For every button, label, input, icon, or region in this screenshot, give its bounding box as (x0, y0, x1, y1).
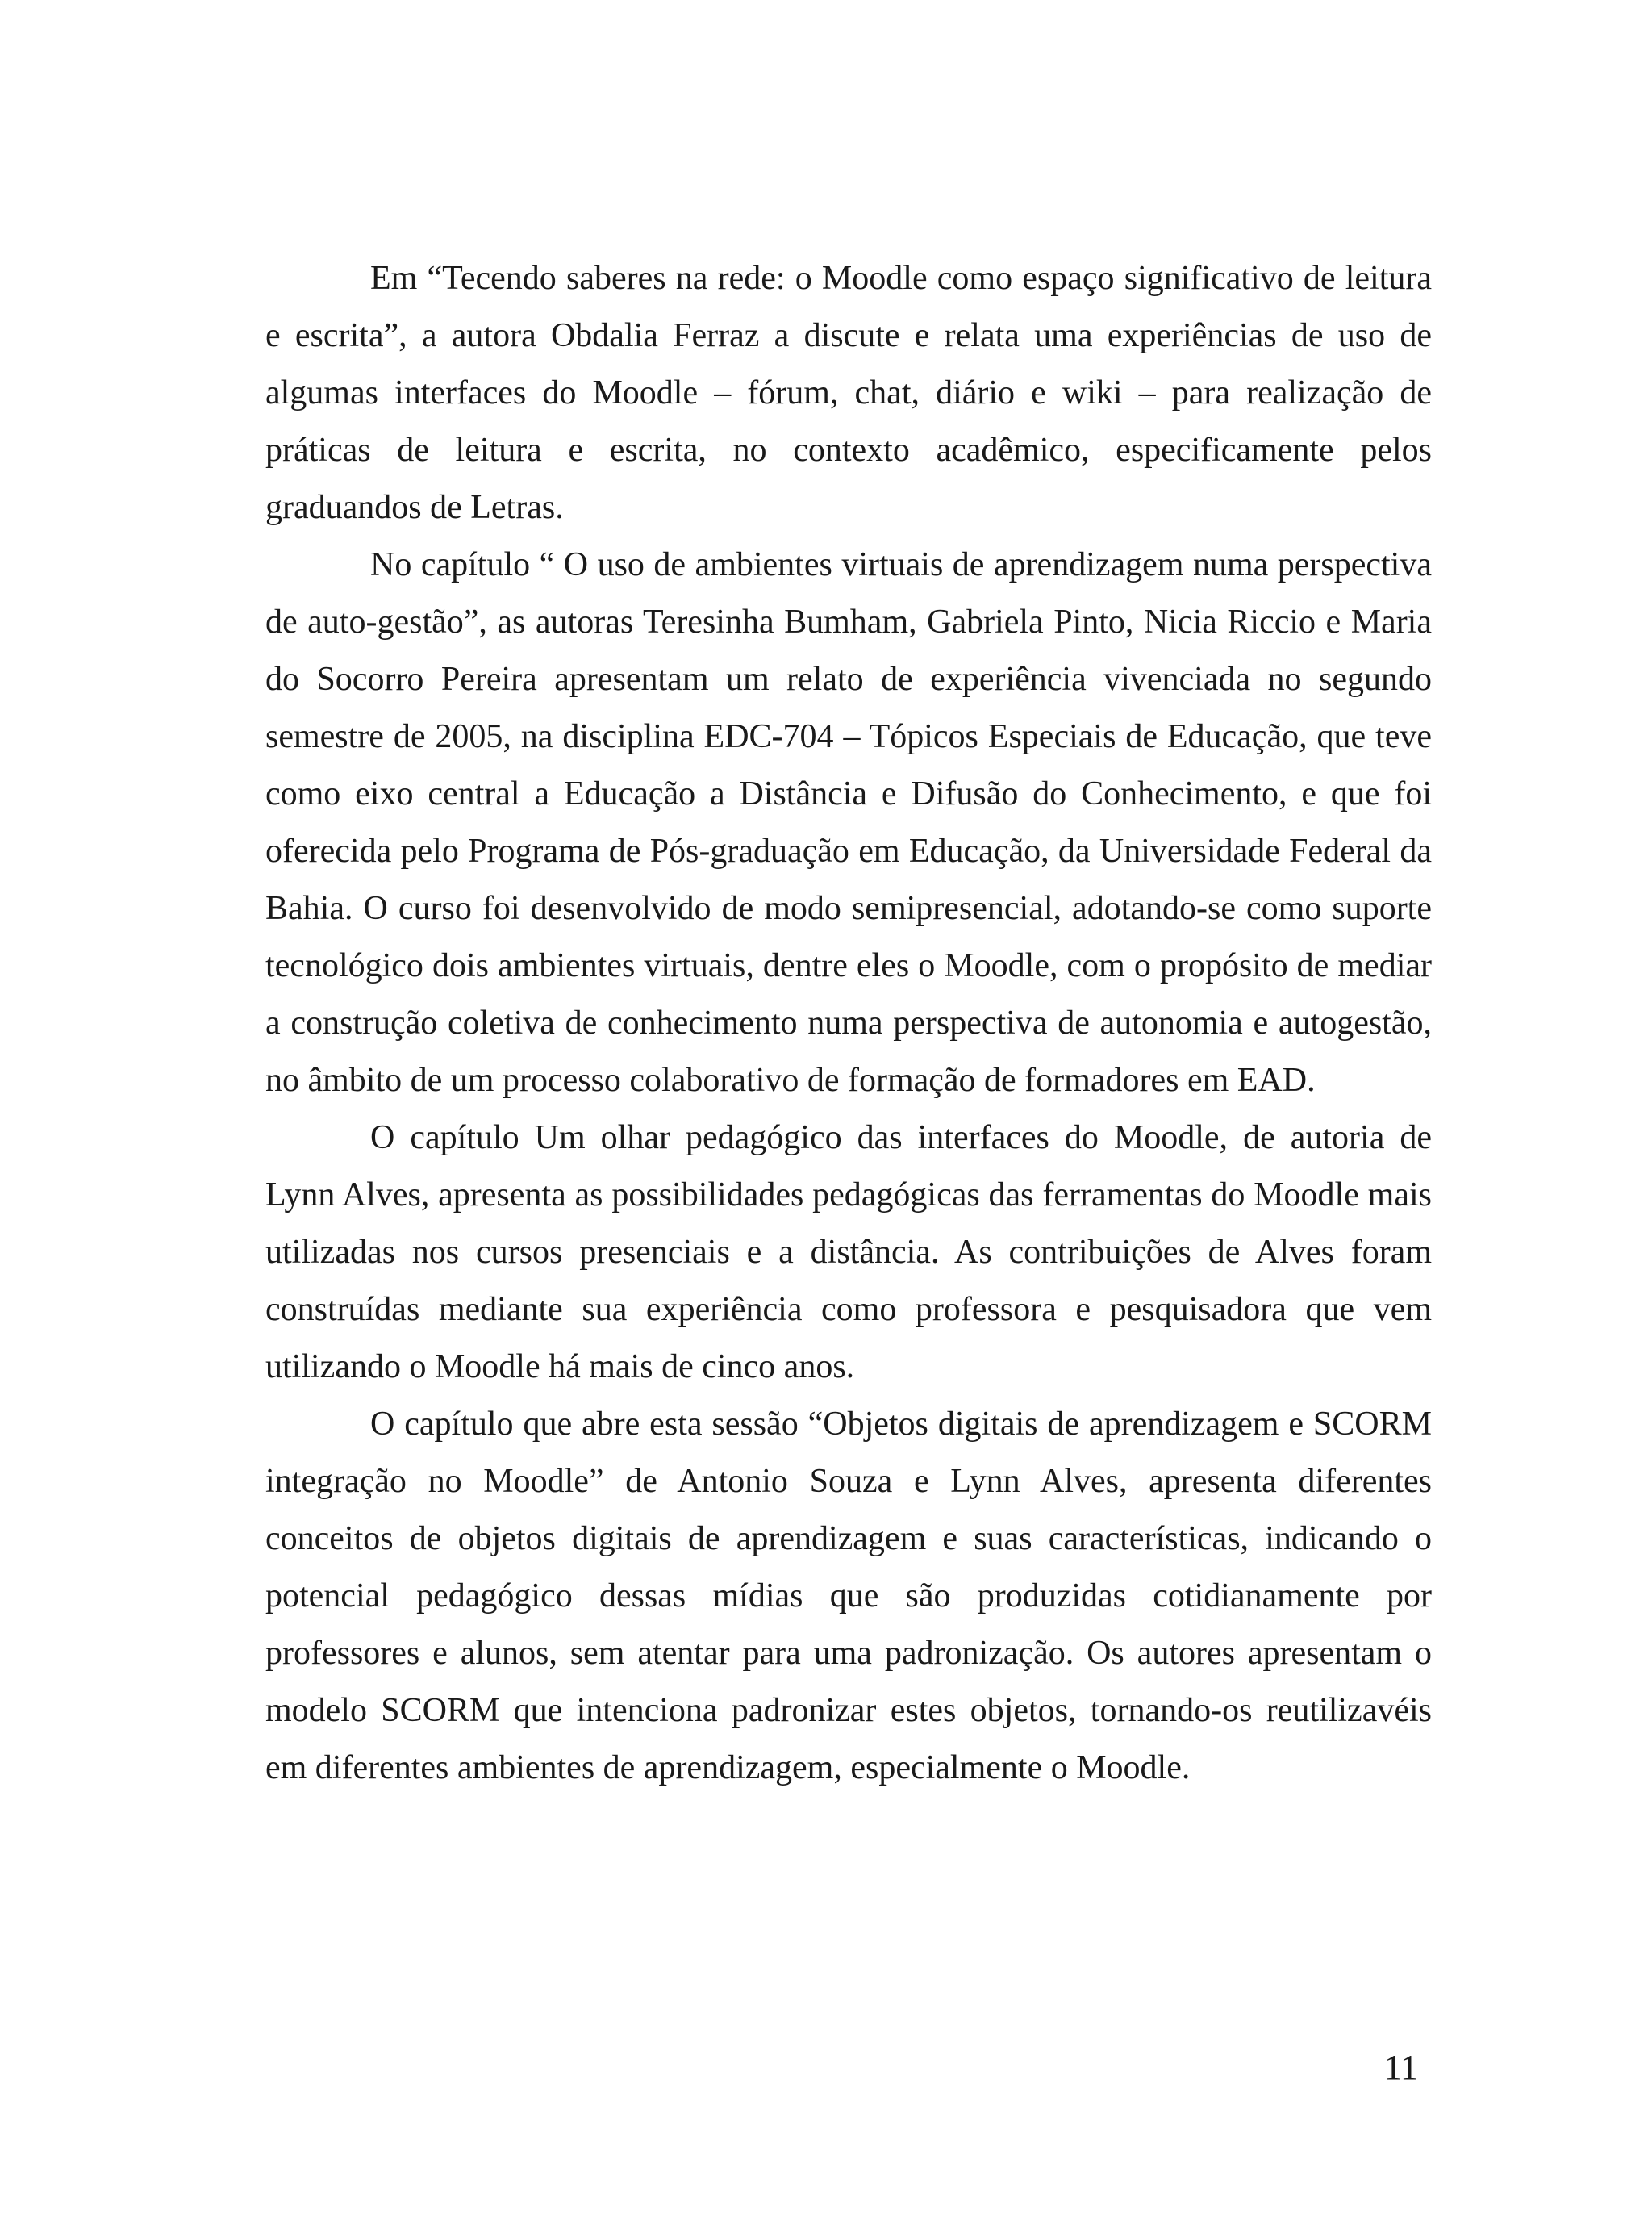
paragraph-1: Em “Tecendo saberes na rede: o Moodle como espaço significativo de leitura e escrita”, a autora Obdalia Ferraz a discute e relata uma experiências de uso de algumas interfaces do Moodle – fórum, chat, diário e wiki – para realização de práticas de leitura e escrita, no contexto acadêmico, especificamente pelos graduandos de Letras. (265, 260, 1432, 526)
page-number: 11 (1383, 2048, 1418, 2087)
paragraph-4: O capítulo que abre esta sessão “Objetos digitais de aprendizagem e SCORM integração no Moodle” de Antonio Souza e Lynn Alves, apresenta diferentes conceitos de objetos digitais de aprendizagem e suas características, indicando o potencial pedagógico dessas mídias que são produzidas cotidianamente por professores e alunos, sem atentar para uma padronização. Os autores apresentam o modelo SCORM que intenciona padronizar estes objetos, tornando-os reutilizavéis em diferentes ambientes de aprendizagem, especialmente o Moodle. (265, 1406, 1432, 1786)
paragraph-3: O capítulo Um olhar pedagógico das interfaces do Moodle, de autoria de Lynn Alves, apresenta as possibilidades pedagógicas das ferramentas do Moodle mais utilizadas nos cursos presenciais e a distância. As contribuições de Alves foram construídas mediante sua experiência como professora e pesquisadora que vem utilizando o Moodle há mais de cinco anos. (265, 1119, 1432, 1385)
body-text (265, 250, 1432, 1797)
paragraph-2: No capítulo “ O uso de ambientes virtuais de aprendizagem numa perspectiva de auto-gestão”, as autoras Teresinha Bumham, Gabriela Pinto, Nicia Riccio e Maria do Socorro Pereira apresentam um relato de experiência vivenciada no segundo semestre de 2005, na disciplina EDC-704 – Tópicos Especiais de Educação, que teve como eixo central a Educação a Distância e Difusão do Conhecimento, e que foi oferecida pelo Programa de Pós-graduação em Educação, da Universidade Federal da Bahia. O curso foi desenvolvido de modo semipresencial, adotando-se como suporte tecnológico dois ambientes virtuais, dentre eles o Moodle, com o propósito de mediar a construção coletiva de conhecimento numa perspectiva de autonomia e autogestão, no âmbito de um processo colaborativo de formação de formadores em EAD. (265, 546, 1432, 1099)
